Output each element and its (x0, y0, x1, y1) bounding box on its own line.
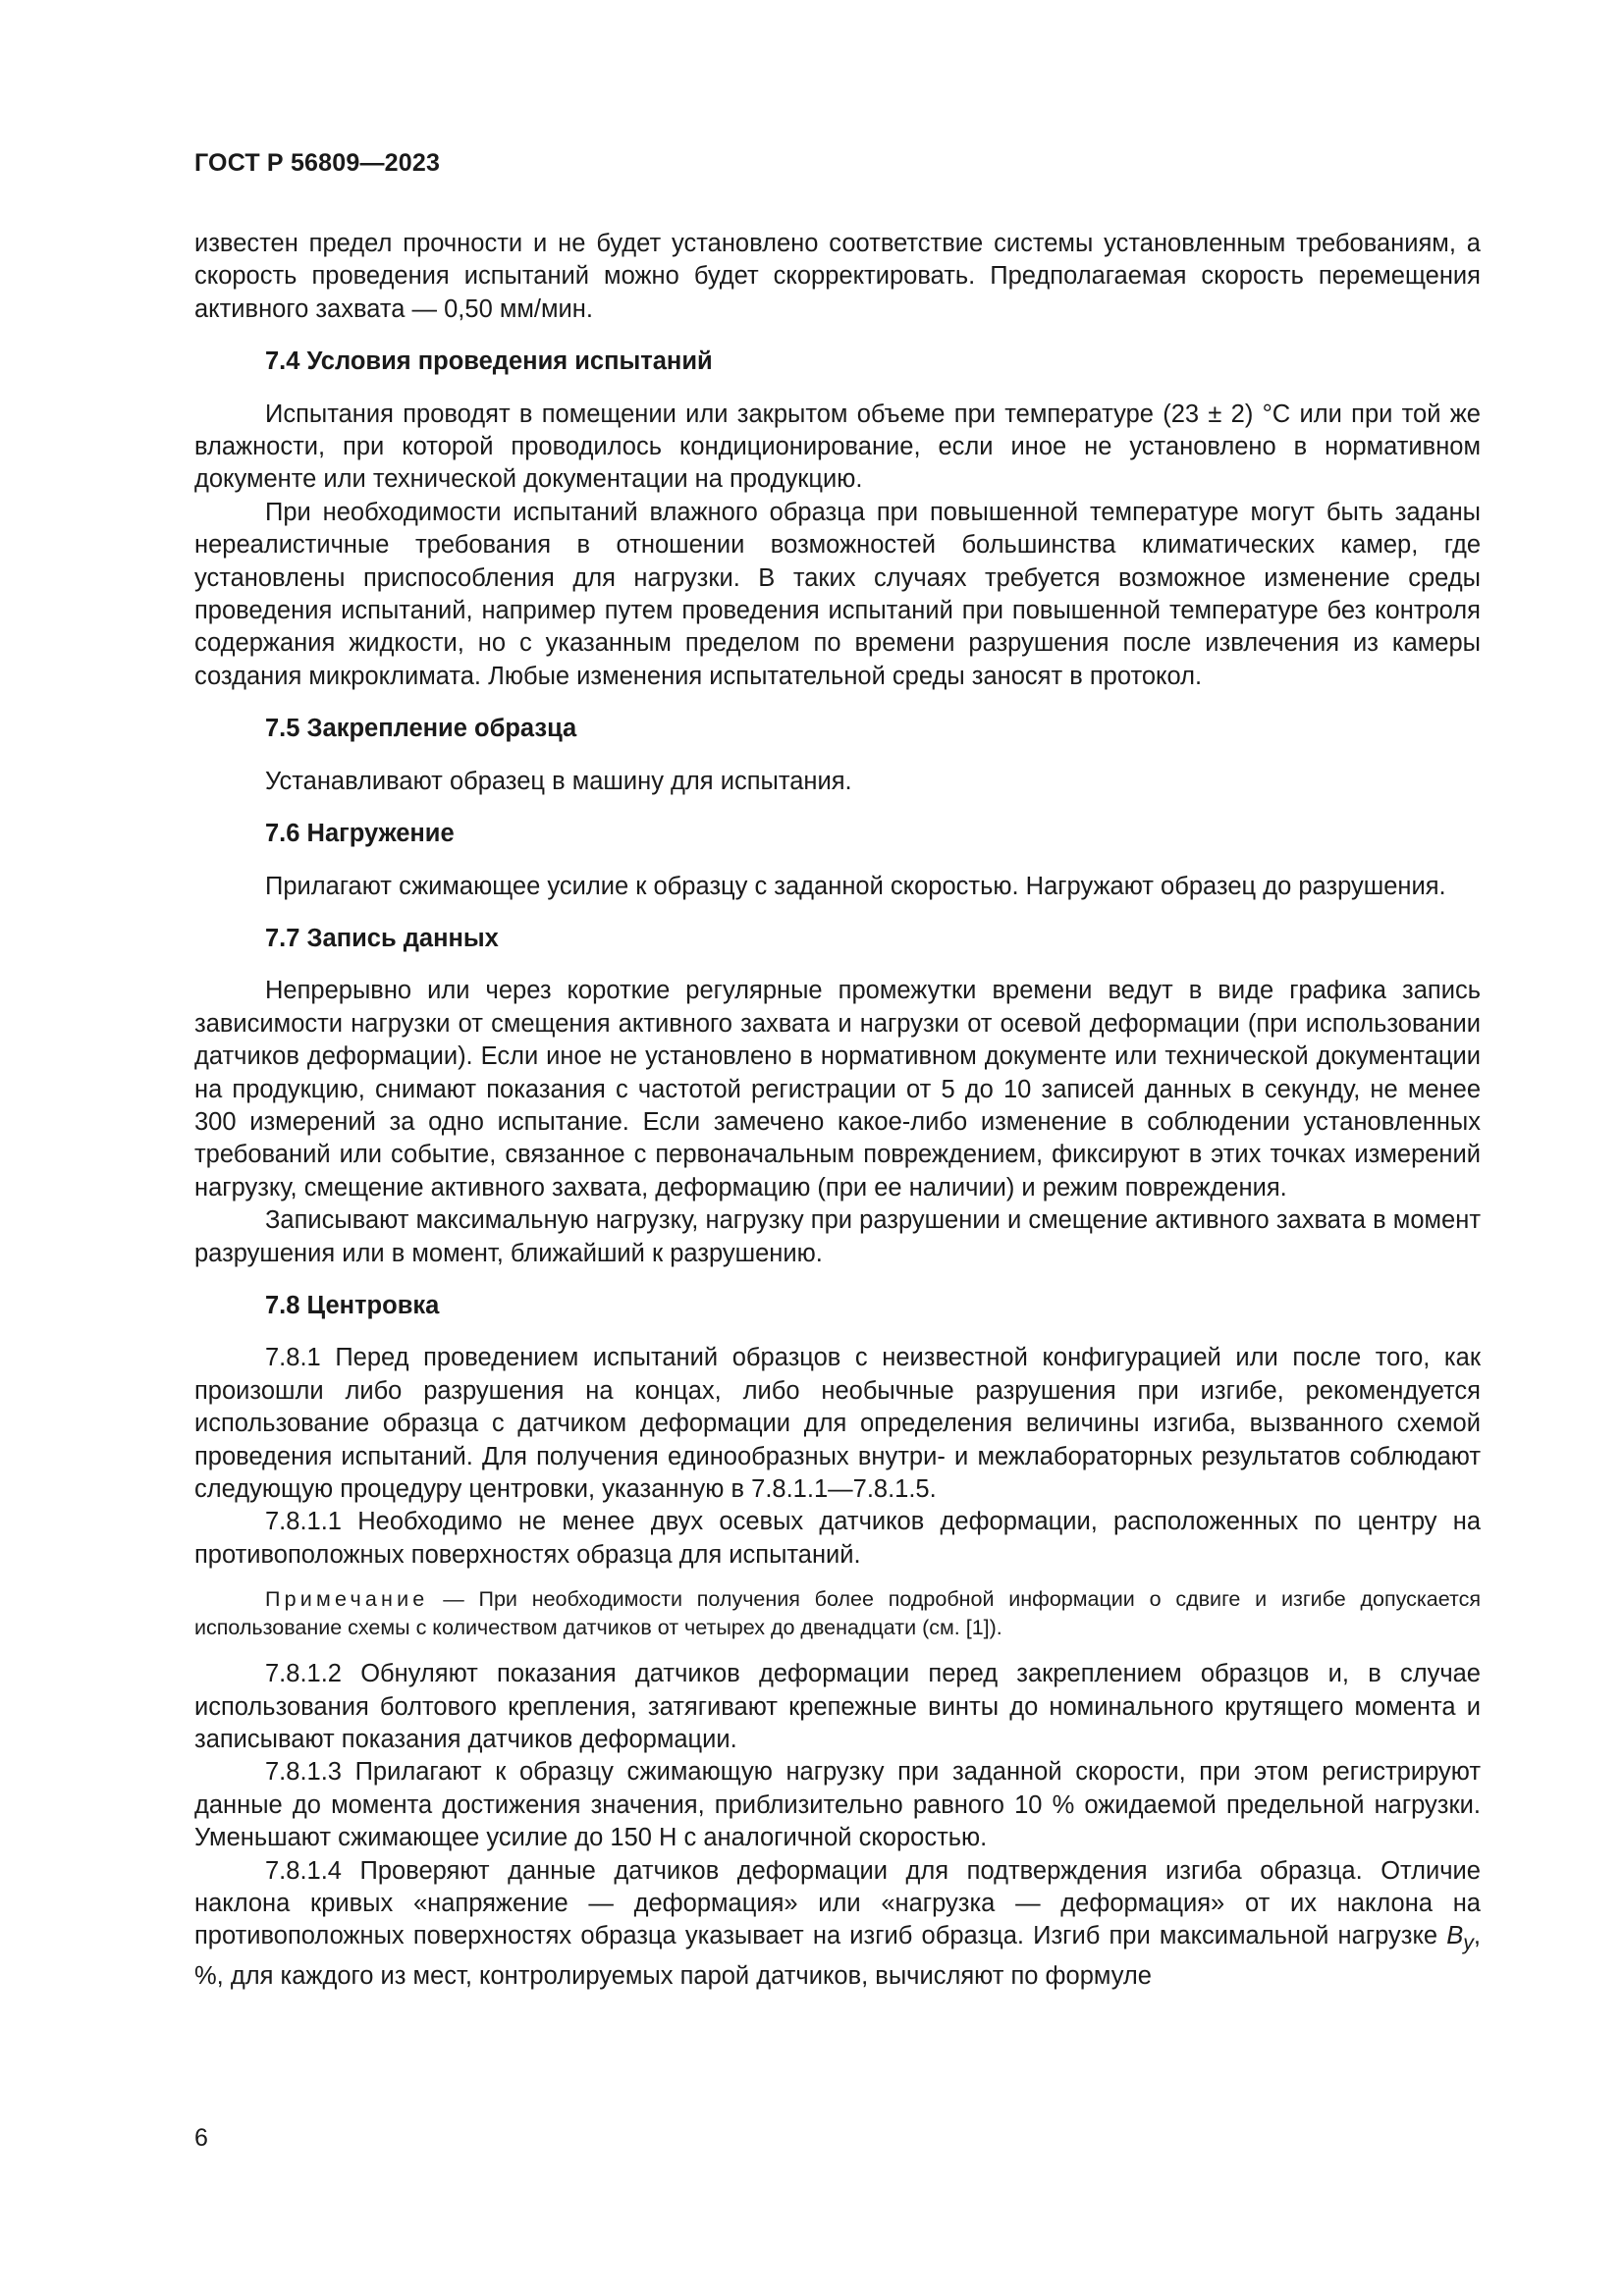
paragraph: Непрерывно или через короткие регулярные промежутки времени ведут в виде графика запись зависимости нагрузки от смещения активного захвата и нагрузки от осевой деформации (при использовании датчиков деформации). Если иное не установлено в нормативном документе или технической документации на продукцию, снимают показания с частотой регистрации от 5 до 10 записей данных в секунду, не менее 300 измерений за одно испытание. Если замечено какое-либо изменение в соблюдении установленных требований или событие, связанное с первоначальным повреждением, фиксируют в этих точках измерений нагрузку, смещение активного захвата, деформацию (при ее наличии) и режим повреждения. (194, 977, 1481, 1201)
section-heading-7-7: 7.7 Запись данных (265, 924, 499, 952)
page-number: 6 (194, 2124, 208, 2152)
paragraph: Устанавливают образец в машину для испытания. (265, 767, 852, 795)
note-label: Примечание (265, 1587, 429, 1612)
clause-7-8-1: 7.8.1 Перед проведением испытаний образцов с неизвестной конфигурацией или после того, как произошли либо разрушения на концах, либо необычные разрушения при изгибе, рекомендуется использование образца с датчиком деформации для определения величины изгиба, вызванного схемой проведения испытаний. Для получения единообразных внутри- и межлабораторных результатов соблюдают следующую процедуру центровки, указанную в 7.8.1.1—7.8.1.5. (194, 1344, 1481, 1503)
note (194, 1585, 1481, 1642)
section-heading-7-6: 7.6 Нагружение (265, 820, 455, 848)
clause-7-8-1-1: 7.8.1.1 Необходимо не менее двух осевых датчиков деформации, расположенных по центру на противоположных поверхностях образца для испытаний. (194, 1508, 1481, 1569)
note-text: — При необходимости получения более подробной информации о сдвиге и изгибе допускается использование схемы с количеством датчиков от четырех до двенадцати (см. [1]). (194, 1587, 1481, 1640)
clause-text: 7.8.1.4 Проверяют данные датчиков деформации для подтверждения изгиба образца. Отличие наклона кривых «напряжение — деформация» или «нагрузка — деформация» от их наклона на противоположных поверхностях образца указывает на изгиб образца. Изгиб при максимальной нагрузке (194, 1856, 1481, 1950)
clause-7-8-1-2: 7.8.1.2 Обнуляют показания датчиков деформации перед закреплением образцов и, в случае использования болтового крепления, затягивают крепежные винты до номинального крутящего момента и записывают показания датчиков деформации. (194, 1660, 1481, 1754)
clause-7-8-1-4 (194, 1855, 1481, 1994)
section-heading-7-8: 7.8 Центровка (265, 1291, 440, 1319)
paragraph-continuation: известен предел прочности и не будет установлено соответствие системы установленным требованиям, а скорость проведения испытаний можно будет скорректировать. Предполагаемая скорость перемещения активного захвата — 0,50 мм/мин. (194, 230, 1481, 323)
paragraph: При необходимости испытаний влажного образца при повышенной температуре могут быть заданы нереалистичные требования в отношении возможностей большинства климатических камер, где установлены приспособления для нагрузки. В таких случаях требуется возможное изменение среды проведения испытаний, например путем проведения испытаний при повышенной температуре без контроля содержания жидкости, но с указанным пределом по времени разрушения после извлечения из камеры создания микроклимата. Любые изменения испытательной среды заносят в протокол. (194, 498, 1481, 690)
paragraph: Записывают максимальную нагрузку, нагрузку при разрушении и смещение активного захвата в момент разрушения или в момент, ближайший к разрушению. (194, 1206, 1481, 1267)
document-body (194, 228, 1481, 1993)
section-heading-7-5: 7.5 Закрепление образца (265, 715, 577, 743)
section-heading-7-4: 7.4 Условия проведения испытаний (265, 347, 713, 376)
clause-text-end: , %, для каждого из мест, контролируемых парой датчиков, вычисляют по формуле (194, 1922, 1481, 1990)
paragraph: Испытания проводят в помещении или закрытом объеме при температуре (23 ± 2) °С или при той же влажности, при которой проводилось кондиционирование, если иное не установлено в нормативном документе или технической документации на продукцию. (194, 400, 1481, 494)
formula-symbol: B (1446, 1922, 1464, 1950)
paragraph: Прилагают сжимающее усилие к образцу с заданной скоростью. Нагружают образец до разрушения. (265, 872, 1446, 900)
document-header: ГОСТ Р 56809—2023 (194, 149, 441, 177)
clause-7-8-1-3: 7.8.1.3 Прилагают к образцу сжимающую нагрузку при заданной скорости, при этом регистрируют данные до момента достижения значения, приблизительно равного 10 % ожидаемой предельной нагрузки. Уменьшают сжимающее усилие до 150 Н с аналогичной скоростью. (194, 1758, 1481, 1852)
formula-subscript: y (1463, 1931, 1474, 1955)
